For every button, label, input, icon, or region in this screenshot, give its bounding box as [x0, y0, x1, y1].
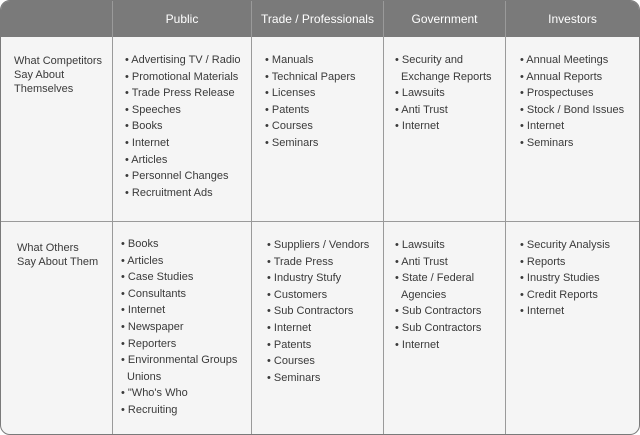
list-item-continuation: Agencies [401, 288, 447, 301]
list-item: • Customers [267, 288, 328, 301]
list-item: • Suppliers / Vendors [267, 239, 370, 251]
column-divider [505, 1, 506, 434]
list-item: • Books [121, 238, 159, 250]
list-item: • Industry Stufy [267, 272, 342, 285]
list-item: • Case Studies [121, 271, 194, 284]
cell-others-government [395, 237, 481, 353]
list-item: • Environmental Groups [121, 354, 238, 367]
cell-others-investors [520, 237, 610, 320]
list-item: • Technical Papers [265, 70, 356, 83]
list-item: • Security Analysis [520, 239, 611, 251]
list-item: • Internet [520, 305, 565, 318]
list-item: • Articles [121, 254, 164, 267]
row-label-line: Say About Them [17, 256, 99, 268]
list-item: • Internet [520, 120, 565, 133]
list-item: • Seminars [265, 136, 319, 149]
list-item: • Internet [395, 120, 440, 133]
list-item: • Prospectuses [520, 87, 594, 100]
cell-competitors-trade [265, 52, 355, 152]
row-label-line: What Others [17, 242, 79, 254]
row-divider [1, 221, 639, 222]
list-item: • Reporters [121, 337, 177, 350]
list-item: • Internet [395, 338, 440, 351]
list-item: • Promotional Materials [125, 70, 239, 83]
list-item: • Inustry Studies [520, 272, 600, 285]
list-item: • Licenses [265, 87, 316, 100]
list-item: • Internet [121, 304, 166, 317]
list-item: • Sub Contractors [395, 321, 482, 334]
list-item: • Reports [520, 255, 566, 268]
list-item: • "Who's Who [121, 387, 188, 400]
column-header-trade-professionals: Trade / Professionals [261, 12, 374, 26]
list-item: • Speeches [125, 103, 181, 116]
list-item: • Newspaper [121, 320, 184, 333]
column-divider [383, 1, 384, 434]
list-item: • State / Federal [395, 272, 475, 285]
list-item-continuation: Exchange Reports [401, 70, 492, 83]
row-label-competitors [1, 54, 113, 96]
list-item-continuation: Unions [127, 370, 162, 383]
list-item: • Security and [395, 54, 464, 66]
list-item: • Books [125, 120, 163, 133]
list-item: • Seminars [520, 136, 574, 149]
list-item: • Personnel Changes [125, 170, 229, 183]
column-header-public: Public [165, 12, 199, 26]
column-header-government: Government [411, 12, 478, 26]
row-label-line: What Competitors [14, 55, 103, 67]
list-item: • Annual Reports [520, 70, 603, 83]
list-item: • Stock / Bond Issues [520, 103, 625, 116]
list-item: • Trade Press Release [125, 87, 235, 100]
table-header [1, 1, 639, 37]
list-item: • Recruitment Ads [125, 186, 213, 199]
list-item: • Anti Trust [395, 255, 448, 268]
list-item: • Courses [267, 355, 315, 368]
list-item: • Annual Meetings [520, 54, 609, 66]
list-item: • Sub Contractors [395, 305, 482, 318]
list-item: • Manuals [265, 54, 314, 66]
cell-competitors-public [125, 52, 241, 201]
list-item: • Lawsuits [395, 87, 445, 100]
list-item: • Lawsuits [395, 239, 445, 251]
cell-others-trade [267, 237, 369, 386]
list-item: • Advertising TV / Radio [125, 54, 241, 66]
list-item: • Credit Reports [520, 288, 598, 301]
column-divider [251, 1, 252, 434]
list-item: • Consultants [121, 287, 186, 300]
list-item: • Trade Press [267, 255, 334, 268]
cell-competitors-investors [520, 52, 624, 152]
list-item: • Internet [125, 136, 170, 149]
list-item: • Courses [265, 120, 313, 133]
list-item: • Sub Contractors [267, 305, 354, 318]
cell-others-public [121, 236, 237, 419]
list-item: • Seminars [267, 371, 321, 384]
list-item: • Patents [267, 338, 312, 351]
row-label-line: Say About [14, 69, 65, 81]
list-item: • Recruiting [121, 403, 178, 416]
list-item: • Anti Trust [395, 103, 448, 116]
list-item: • Internet [267, 321, 312, 334]
column-header-investors: Investors [548, 12, 597, 26]
list-item: • Articles [125, 153, 168, 166]
row-label-line: Themselves [14, 83, 74, 95]
list-item: • Patents [265, 103, 310, 116]
row-label-others [1, 241, 113, 269]
cell-competitors-government [395, 52, 492, 135]
